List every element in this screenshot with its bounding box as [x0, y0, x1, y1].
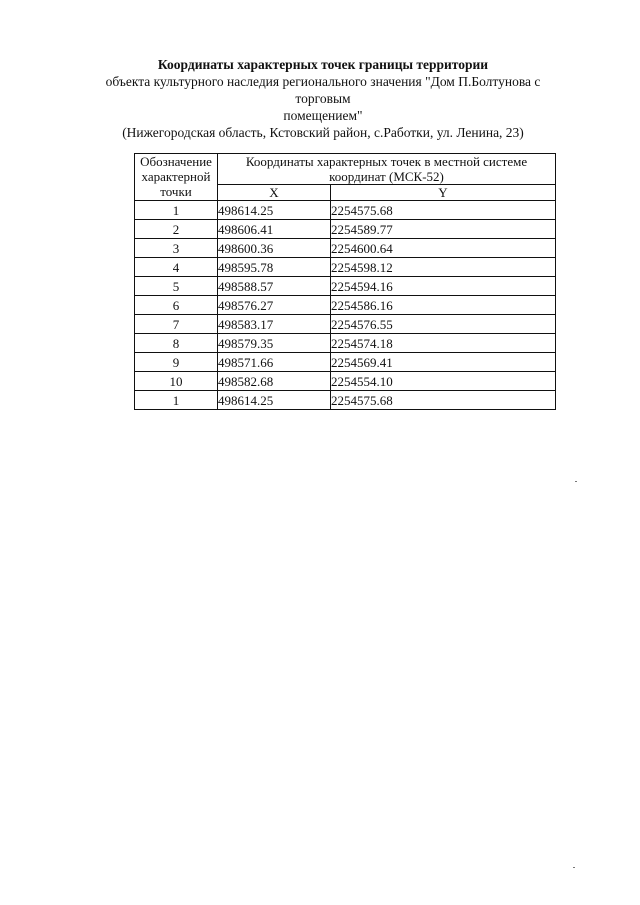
header-coordinates: Координаты характерных точек в местной системе координат (МСК-52) [218, 154, 556, 185]
x-coordinate-cell: 498583.17 [218, 315, 331, 334]
point-number-cell: 5 [135, 277, 218, 296]
x-coordinate-cell: 498595.78 [218, 258, 331, 277]
y-coordinate-cell: 2254598.12 [331, 258, 556, 277]
x-coordinate-cell: 498614.25 [218, 201, 331, 220]
x-coordinate-cell: 498571.66 [218, 353, 331, 372]
point-number-cell: 2 [135, 220, 218, 239]
y-coordinate-cell: 2254576.55 [331, 315, 556, 334]
x-coordinate-cell: 498614.25 [218, 391, 331, 410]
point-number-cell: 1 [135, 391, 218, 410]
table-row [135, 296, 556, 315]
table-row [135, 201, 556, 220]
y-coordinate-cell: 2254569.41 [331, 353, 556, 372]
scan-speck [573, 867, 575, 868]
y-coordinate-cell: 2254554.10 [331, 372, 556, 391]
point-number-cell: 10 [135, 372, 218, 391]
title-object-line: объекта культурного наследия регионального значения "Дом П.Болтунова с торговым [105, 74, 541, 106]
table-row [135, 239, 556, 258]
y-coordinate-cell: 2254586.16 [331, 296, 556, 315]
y-coordinate-cell: 2254589.77 [331, 220, 556, 239]
point-number-cell: 4 [135, 258, 218, 277]
y-coordinate-cell: 2254575.68 [331, 201, 556, 220]
table-row [135, 353, 556, 372]
header-y: Y [331, 185, 556, 201]
table-row [135, 315, 556, 334]
title-object-line-cont: помещением" [283, 108, 363, 123]
y-coordinate-cell: 2254575.68 [331, 391, 556, 410]
point-number-cell: 9 [135, 353, 218, 372]
table-row [135, 277, 556, 296]
scan-speck [575, 481, 577, 482]
point-number-cell: 6 [135, 296, 218, 315]
point-number-cell: 1 [135, 201, 218, 220]
title-address: (Нижегородская область, Кстовский район, с.Работки, ул. Ленина, 23) [122, 125, 524, 140]
table-row [135, 334, 556, 353]
x-coordinate-cell: 498576.27 [218, 296, 331, 315]
coordinates-table [134, 153, 556, 410]
header-point-designation: Обозначение характерной точки [135, 154, 218, 201]
table-row [135, 258, 556, 277]
header-x: X [218, 185, 331, 201]
x-coordinate-cell: 498606.41 [218, 220, 331, 239]
table-row [135, 372, 556, 391]
x-coordinate-cell: 498579.35 [218, 334, 331, 353]
y-coordinate-cell: 2254600.64 [331, 239, 556, 258]
document-title [90, 56, 556, 141]
point-number-cell: 7 [135, 315, 218, 334]
x-coordinate-cell: 498600.36 [218, 239, 331, 258]
point-number-cell: 8 [135, 334, 218, 353]
y-coordinate-cell: 2254594.16 [331, 277, 556, 296]
y-coordinate-cell: 2254574.18 [331, 334, 556, 353]
x-coordinate-cell: 498582.68 [218, 372, 331, 391]
x-coordinate-cell: 498588.57 [218, 277, 331, 296]
table-row [135, 391, 556, 410]
table-row [135, 220, 556, 239]
title-heading: Координаты характерных точек границы территории [157, 57, 489, 72]
point-number-cell: 3 [135, 239, 218, 258]
